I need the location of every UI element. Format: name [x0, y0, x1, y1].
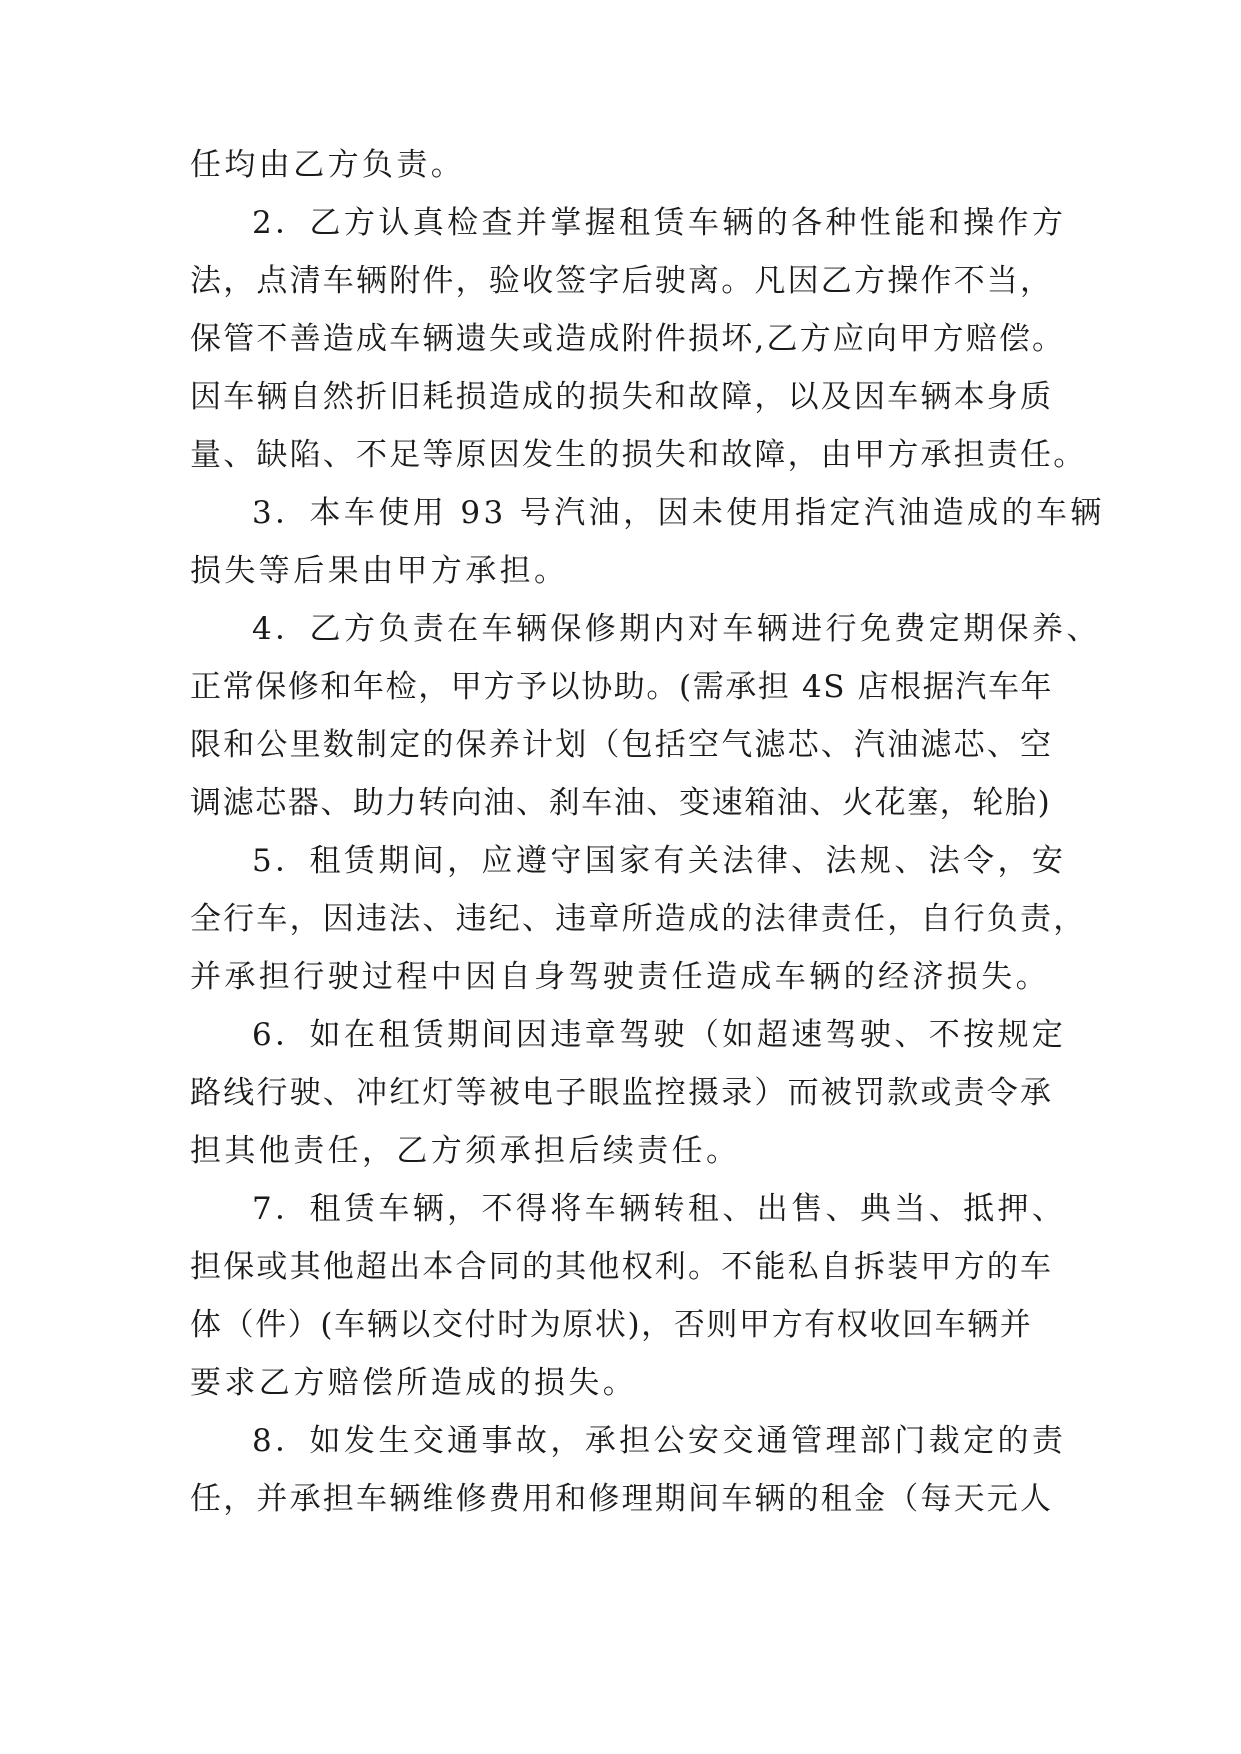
text-line: 正常保修和年检，甲方予以协助。(需承担 4S 店根据汽车年 [190, 669, 1054, 705]
text-line: 量、缺陷、不足等原因发生的损失和故障，由甲方承担责任。 [190, 437, 1087, 473]
text-line: 体（件）(车辆以交付时为原状)，否则甲方有权收回车辆并 [190, 1307, 1033, 1343]
text-line: 法，点清车辆附件，验收签字后驶离。凡因乙方操作不当， [190, 263, 1054, 299]
text-line-item-8: 8．如发生交通事故，承担公安交通管理部门裁定的责 [252, 1423, 1067, 1459]
text-line: 任，并承担车辆维修费用和修理期间车辆的租金（每天元人 [190, 1481, 1054, 1517]
text-line-item-7: 7．租赁车辆，不得将车辆转租、出售、典当、抵押、 [252, 1191, 1067, 1227]
text-line-item-2: 2．乙方认真检查并掌握租赁车辆的各种性能和操作方 [252, 205, 1067, 241]
text-line: 因车辆自然折旧耗损造成的损失和故障，以及因车辆本身质 [190, 379, 1054, 415]
text-line: 路线行驶、冲红灯等被电子眼监控摄录）而被罚款或责令承 [190, 1075, 1054, 1111]
text-line: 并承担行驶过程中因自身驾驶责任造成车辆的经济损失。 [190, 959, 1050, 995]
text-line: 损失等后果由甲方承担。 [190, 553, 569, 589]
text-line-item-4: 4．乙方负责在车辆保修期内对车辆进行免费定期保养、 [252, 611, 1101, 647]
text-line: 任均由乙方负责。 [190, 147, 466, 183]
text-line-item-3: 3．本车使用 93 号汽油，因未使用指定汽油造成的车辆 [252, 495, 1105, 531]
text-line: 担保或其他超出本合同的其他权利。不能私自拆装甲方的车 [190, 1249, 1054, 1285]
text-line: 限和公里数制定的保养计划（包括空气滤芯、汽油滤芯、空 [190, 727, 1054, 763]
text-line: 保管不善造成车辆遗失或造成附件损坏,乙方应向甲方赔偿。 [190, 321, 1066, 357]
text-line: 调滤芯器、助力转向油、刹车油、变速箱油、火花塞，轮胎) [190, 785, 1052, 821]
text-line-item-6: 6．如在租赁期间因违章驾驶（如超速驾驶、不按规定 [252, 1017, 1067, 1053]
text-line: 要求乙方赔偿所造成的损失。 [190, 1365, 638, 1401]
text-line: 全行车，因违法、违纪、违章所造成的法律责任，自行负责， [190, 901, 1087, 937]
text-line: 担其他责任，乙方须承担后续责任。 [190, 1133, 741, 1169]
text-line-item-5: 5．租赁期间，应遵守国家有关法律、法规、法令，安 [252, 843, 1067, 879]
